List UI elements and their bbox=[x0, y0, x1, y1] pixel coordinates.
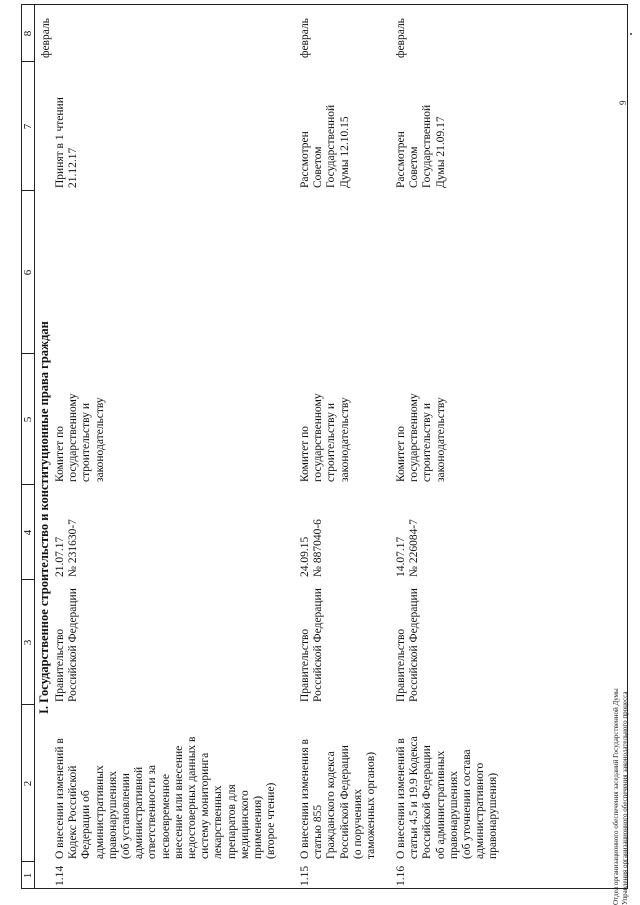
row-1-16-committee: Комитет по государственному строительству и законодательству bbox=[395, 393, 447, 482]
footer-department: Отдел организационного обеспечения заседаний Государственной Думы Управления организационного обеспечения законодательного процесса bbox=[612, 688, 629, 905]
row-1-14-author: Правительство Российской Федерации bbox=[54, 588, 80, 702]
row-1-14-month: февраль bbox=[40, 18, 52, 58]
row-1-14-number: 1.14 bbox=[54, 865, 66, 886]
header-col-2: 2 bbox=[22, 780, 34, 787]
row-1-15-number: 1.15 bbox=[299, 865, 311, 886]
header-col-4: 4 bbox=[22, 529, 34, 536]
row-1-14-registration: 21.07.17 № 231630-7 bbox=[54, 519, 80, 577]
row-1-16-registration: 14.07.17 № 226084-7 bbox=[395, 519, 421, 577]
row-1-16-status: Рассмотрен Советом Государственной Думы 21.09.17 bbox=[395, 104, 447, 188]
header-col-8: 8 bbox=[22, 30, 34, 37]
header-col-3: 3 bbox=[22, 639, 34, 646]
row-1-15-title: О внесении изменения в статью 855 Гражданского кодекса Российской Федерации (о поручениях таможенных органов) bbox=[299, 739, 378, 859]
row-1-14-title: О внесении изменений в Кодекс Российской Федерации об административных правонарушениях (об установлении административной ответственности за несвоевременное внесение или внесение недостоверных данных в систему мониторинга лекарственных препаратов для медицинского применения) (второе чтение) bbox=[54, 736, 278, 859]
row-1-15-registration: 24.09.15 № 887040-6 bbox=[299, 519, 325, 577]
row-1-16-number: 1.16 bbox=[395, 865, 407, 886]
row-1-15-status: Рассмотрен Советом Государственной Думы 12.10.15 bbox=[299, 104, 351, 188]
row-1-16-month: февраль bbox=[395, 18, 407, 58]
row-1-14-status: Принят в 1 чтении 21.12.17 bbox=[54, 97, 80, 188]
row-1-16-title: О внесении изменений в статьи 4.5 и 19.9 Кодекса Российской Федерации об административных правонарушениях (об уточнении состава административного правонарушения) bbox=[395, 736, 500, 859]
row-1-14-committee: Комитет по государственному строительству и законодательству bbox=[54, 393, 106, 482]
header-col-6: 6 bbox=[22, 269, 34, 276]
page-number: 9 bbox=[618, 100, 628, 105]
header-row-divider bbox=[34, 5, 35, 889]
header-col-5: 5 bbox=[22, 416, 34, 423]
row-1-15-month: февраль bbox=[299, 18, 311, 58]
section-title: I. Государственное строительство и конституционные права граждан bbox=[37, 321, 51, 714]
header-col-1: 1 bbox=[22, 872, 34, 879]
row-1-15-committee: Комитет по государственному строительству и законодательству bbox=[299, 393, 351, 482]
table-border-right bbox=[21, 4, 628, 5]
header-col-7: 7 bbox=[22, 123, 34, 130]
row-1-15-author: Правительство Российской Федерации bbox=[299, 588, 325, 702]
table-border-left bbox=[21, 888, 628, 889]
scan-dot bbox=[630, 33, 632, 35]
row-1-16-author: Правительство Российской Федерации bbox=[395, 588, 421, 702]
